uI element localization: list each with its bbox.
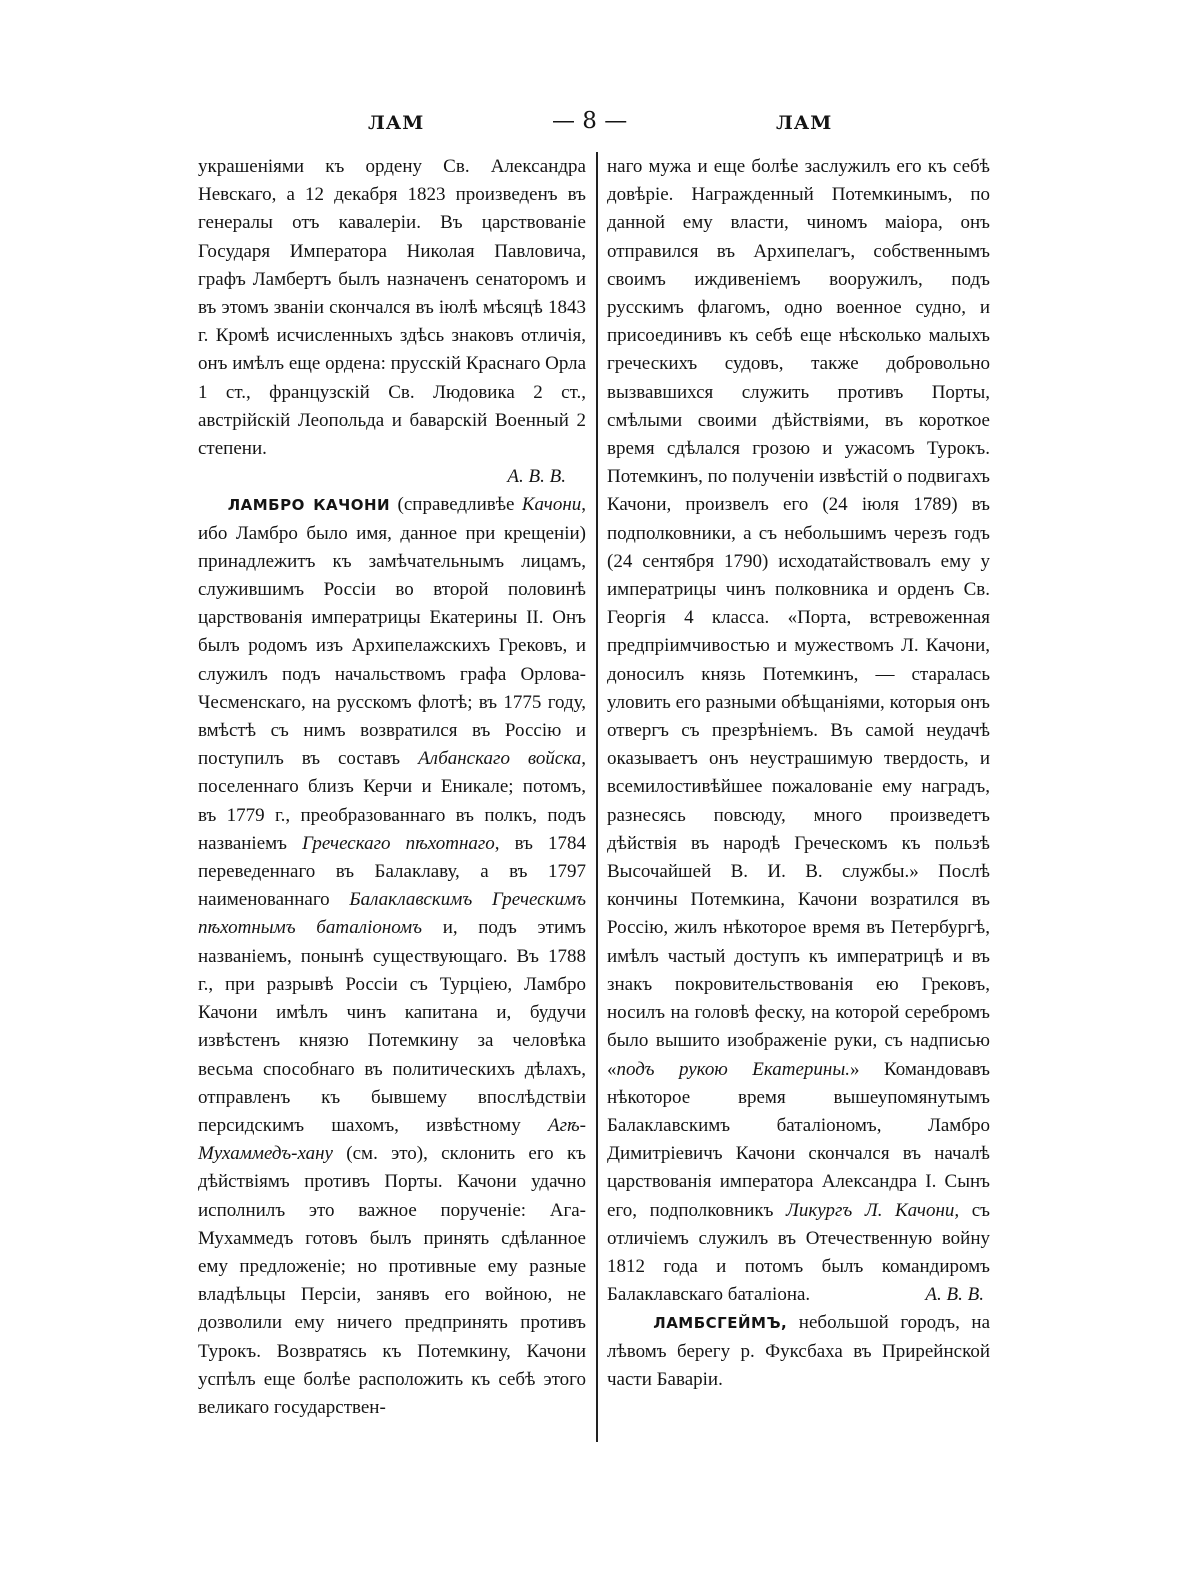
entry-text: и, подъ этимъ названіемъ, понынѣ существующаго. Въ 1788 г., при разрывѣ Россіи съ Турціею, Ламбро Качони имѣлъ чинъ капитана и, будучи извѣстенъ князю Потемкину за человѣка весьма способнаго въ политическихъ дѣлахъ, отправленъ къ бывшему впослѣдствіи персидскимъ шахомъ, извѣстному <box>198 917 586 1136</box>
entry-headword: ЛАМБРО КАЧОНИ <box>227 496 391 515</box>
page-number: — 8 — <box>552 108 628 134</box>
author-signature: А. В. В. <box>507 466 566 488</box>
entry-emphasis: Греческаго пѣхотнаго <box>302 832 495 854</box>
lambsheim-entry <box>607 1309 990 1394</box>
entry-emphasis: подъ рукою Екатерины. <box>616 1058 850 1080</box>
entry-text: (см. это), склонить его къ дѣйствіямъ противъ Порты. Качони удачно исполнилъ это важное порученіе: Ага-Мухаммедъ готовъ былъ принять сдѣланное ему предложеніе; но противные ему разные владѣльцы Персіи, занявъ его войною, не дозволили ему ничего предпринять противъ Турокъ. Возвратясь къ Потемкину, Качони успѣлъ еще болѣе расположить къ себѣ этого великаго государствен- <box>198 1143 586 1418</box>
entry-text: , ибо Ламбро было имя, данное при крещеніи) принадлежитъ къ замѣчательнымъ лицамъ, служившимъ Россіи во второй половинѣ царствованія императрицы Екатерины II. Онъ былъ родомъ изъ Архипелажскихъ Грековъ, и служилъ подъ начальствомъ графа Орлова-Чесменскаго, на русскомъ флотѣ; въ 1775 году, вмѣстѣ съ нимъ возвратился въ Россію и поступилъ въ составъ <box>198 494 586 770</box>
entry-emphasis: Албанскаго войска <box>418 748 582 770</box>
entry-text: » Командовавъ нѣкоторое время вышеупомянутымъ Балаклавскимъ баталіономъ, Ламбро Димитріевичъ Качони скончался въ началѣ царствованія императора Александра I. Сынъ его, подполковникъ <box>607 1058 990 1221</box>
lambert-entry-continuation: украшеніями къ ордену Св. Александра Невскаго, а 12 декабря 1823 произведенъ въ генералы отъ кавалеріи. Въ царствованіе Государя Императора Николая Павловича, графъ Ламбертъ былъ назначенъ сенаторомъ и въ этомъ званіи скончался въ іюлѣ мѣсяцѣ 1843 г. Кромѣ исчисленныхъ здѣсь знаковъ отличія, онъ имѣлъ еще ордена: прусскій Краснаго Орла 1 ст., французскій Св. Людовика 2 ст., австрійскій Леопольда и баварскій Военный 2 степени. <box>198 156 586 460</box>
lambro-kachoni-entry <box>198 491 586 1422</box>
entry-emphasis: Агѣ-Мухаммедъ-хану <box>198 1114 586 1165</box>
lambro-kachoni-continuation <box>607 153 990 1309</box>
entry-headword: ЛАМБСГЕЙМЪ, <box>653 1314 788 1333</box>
running-head-right: ЛАМ <box>776 112 833 134</box>
entry-text: , въ 1784 переведеннаго въ Балаклаву, а въ 1797 наименованнаго <box>198 832 586 911</box>
page-header <box>200 108 1040 146</box>
right-column <box>607 153 990 1394</box>
column-divider <box>596 152 598 1442</box>
entry-text: съ отличіемъ служилъ въ Отечественную войну 1812 года и потомъ былъ командиромъ Балаклавскаго баталіона. <box>607 1199 990 1306</box>
entry-text: (справедливѣе <box>390 494 522 516</box>
entry-emphasis: Балаклавскимъ Греческимъ пѣхотнымъ баталіономъ <box>198 889 586 939</box>
entry-text: наго мужа и еще болѣе заслужилъ его къ себѣ довѣріе. Награжденный Потемкинымъ, по данной ему власти, чиномъ маіора, онъ отправился въ Архипелагъ, собственнымъ своимъ иждивеніемъ вооружилъ, подъ русскимъ флагомъ, одно военное судно, и присоединивъ къ себѣ еще нѣсколько малыхъ греческихъ судовъ, также добровольно вызвавшихся служить противъ Порты, смѣлыми своими дѣйствіями, въ короткое время сдѣлался грозою и ужасомъ Турокъ. Потемкинъ, по полученіи извѣстій о подвигахъ Качони, произвелъ его (24 іюля 1789) въ подполковники, а съ небольшимъ черезъ годъ (24 сентября 1790) исходатайствовалъ ему у императрицы чинъ полковника и орденъ Св. Георгія 4 класса. «Порта, встревоженная предпріимчивостью и мужествомъ Л. Качони, доносилъ князь Потемкинъ, — старалась уловить его разными обѣщаніями, которыя онъ отвергъ съ презрѣніемъ. Въ самой неудачѣ оказываетъ онъ неустрашимую твердость, и всемилостивѣйшее пожалованіе ему наградъ, разнесясь повсюду, много произведетъ дѣйствія въ народѣ Греческомъ къ пользѣ Высочайшей В. И. В. службы.» Послѣ кончины Потемкина, Качони возратился въ Россію, жилъ нѣкоторое время въ Петербургѣ, имѣлъ частый доступъ къ императрицѣ и въ знакъ покровительствованія ею Грековъ, носилъ на головѣ феску, на которой серебромъ было вышито изображеніе руки, съ надписью « <box>607 156 990 1080</box>
entry-emphasis: Ликургъ Л. Качони, <box>786 1199 960 1221</box>
entry-emphasis: Качони <box>521 494 582 516</box>
entry-text: небольшой городъ, на лѣвомъ берегу р. Фуксбаха въ Прирейнской части Баваріи. <box>607 1312 991 1390</box>
left-column <box>198 153 586 1422</box>
running-head-left: ЛАМ <box>368 112 425 134</box>
entry-text: , поселеннаго близъ Керчи и Еникале; потомъ, въ 1779 г., преобразованнаго въ полкъ, подъ названіемъ <box>198 748 586 854</box>
author-signature: А. В. В. <box>925 1284 984 1306</box>
